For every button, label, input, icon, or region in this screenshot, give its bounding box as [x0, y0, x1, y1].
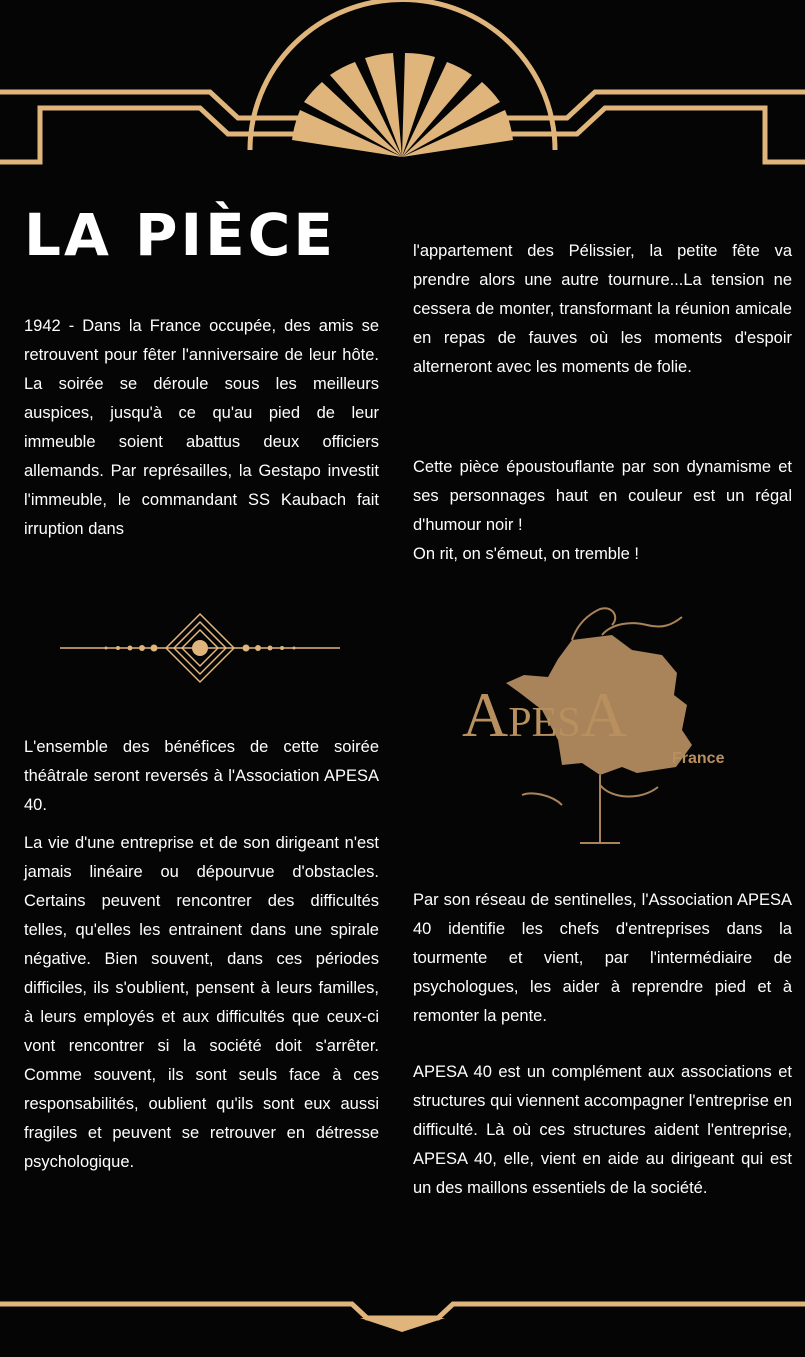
- page-title: LA PIÈCE: [24, 201, 336, 269]
- logo-letters-pes: PES: [508, 700, 581, 746]
- apesa-paragraph-left-1: L'ensemble des bénéfices de cette soirée théâtrale seront reversés à l'Association APESA 40.: [24, 738, 379, 814]
- logo-letter-a: A: [462, 679, 509, 750]
- logo-letter-a-2: A: [580, 679, 627, 750]
- apesa-paragraph-right-1: Par son réseau de sentinelles, l'Association APESA 40 identifie les chefs d'entreprises dans la tourmente et vient, par l'intermédiaire de psychologues, les aider à reprendre pied et à remonter la pente.: [413, 891, 792, 1025]
- play-paragraph-right-1: l'appartement des Pélissier, la petite fête va prendre alors une autre tournure...La tension ne cessera de monter, transformant la réunion amicale en repas de fauves où les moments d'espoir alterneront avec les moments de folie.: [413, 242, 792, 376]
- play-paragraph-left: 1942 - Dans la France occupée, des amis se retrouvent pour fêter l'anniversaire de leur hôte. La soirée se déroule sous les meilleurs auspices, jusqu'à ce qu'au pied de leur immeuble soient abattus deux officiers allemands. Par représailles, la Gestapo investit l'immeuble, le commandant SS Kaubach fait irruption dans: [24, 317, 379, 538]
- apesa-paragraph-left-2: La vie d'une entreprise et de son dirigeant n'est jamais linéaire ou dépourvue d'obstacles. Certains peuvent rencontrer des difficultés telles, qu'elles les entrainent dans une spirale négative. Bien souvent, dans ces périodes difficiles, ils s'oublient, pensent à leurs familles, à leurs employés et aux difficultés que ceux-ci vont rencontrer si la société doit s'arrêter. Comme souvent, ils sont seuls face à ces responsabilités, oublient qu'ils sont eux aussi fragiles et peuvent se retrouver en détresse psychologique.: [24, 834, 379, 1171]
- apesa-paragraph-right-2: APESA 40 est un complément aux associations et structures qui viennent accompagner l'entreprise en difficulté. Là où ces structures aident l'entreprise, APESA 40, elle, vient en aide au dirigeant qui est un des maillons essentiels de la société.: [413, 1063, 792, 1197]
- play-paragraph-right-3: On rit, on s'émeut, on tremble !: [413, 545, 639, 563]
- footer-ornament: [0, 1290, 805, 1357]
- apesa-logo-country: France: [672, 750, 725, 767]
- play-paragraph-right-2: Cette pièce époustouflante par son dynamisme et ses personnages haut en couleur est un régal d'humour noir !: [413, 458, 792, 534]
- divider-ornament: [60, 610, 340, 686]
- header-ornament: [0, 0, 805, 175]
- apesa-logo-wordmark: [462, 678, 627, 752]
